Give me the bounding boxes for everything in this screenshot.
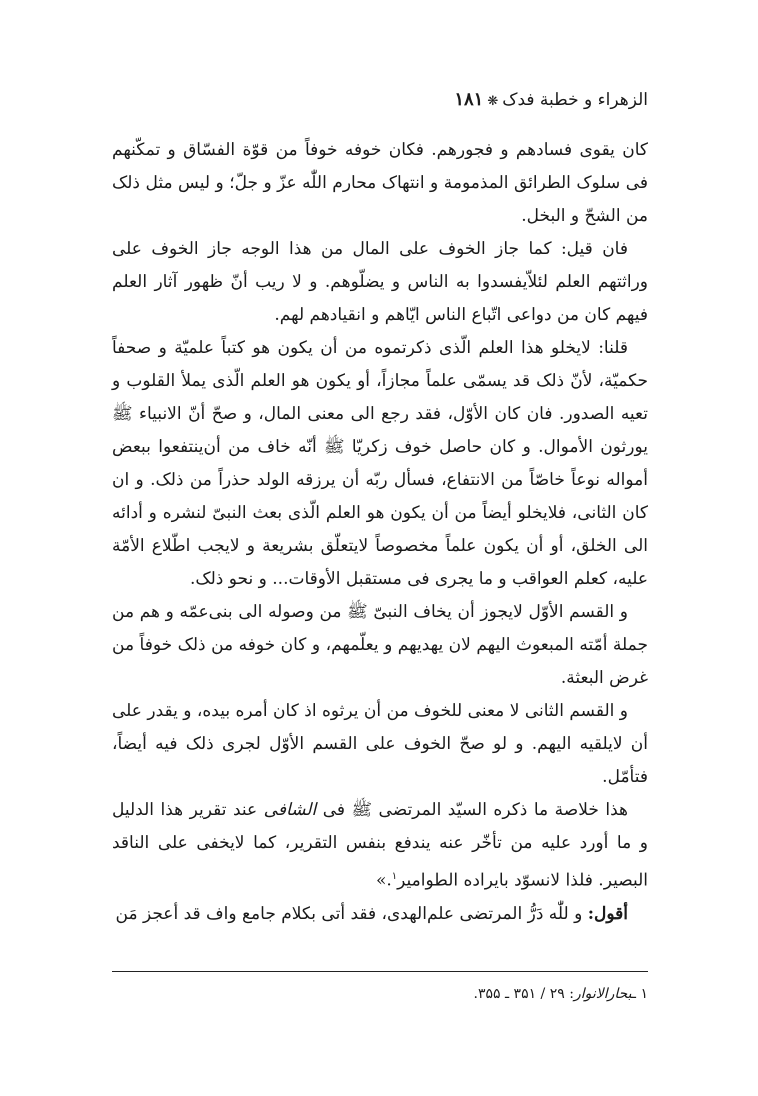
paragraph: قلنا: لایخلو هذا العلم الّذی ذکرتموه من أن یکون هو کتباً علمیّة و صحفاً حکمیّة، لأنّ ذلک قد یسمّی علماً مجازاً، أو یکون هو العلم الّذی یملأ القلوب و تعیه الصدور. فان کان الأوّل، فقد رجع الی معنی المال، و صحّ أنّ الانبیاء ﷺ یورثون الأموال. و کان حاصل خوف زکریّا ﷺ أنّه خاف من أن‌ینتفعوا ببعض أمواله نوعاً خاصّاً من الانتفاع، فسأل ربّه أن یرزقه الولد حذراً من ذلک. و ان کان الثانی، فلایخلو أیضاً من أن یکون هو العلم الّذی بعث النبیّ لنشره و أدائه الی الخلق، أو أن یکون علماً مخصوصاً لایتعلّق بشریعة و لایجب اطّلاع الأمّة علیه، کعلم العواقب و ما یجری فی مستقبل الأوقات... و نحو ذلک. [112, 338, 648, 589]
paragraph: فان قیل: کما جاز الخوف علی المال من هذا الوجه جاز الخوف علی وراثتهم العلم لئلاّیفسدوا به الناس و یضلّوهم. و لا ریب أنّ ظهور آثار العلم فیهم کان من دواعی اتّباع الناس ایّاهم و انقیادهم لهم. [112, 239, 648, 325]
summary-closing: .» [375, 870, 392, 891]
summary-paragraph [112, 794, 648, 898]
summary-text-before: هذا خلاصة ما ذکره السیّد المرتضی ﷺ فی [316, 800, 628, 820]
paragraph: کان یقوی فسادهم و فجورهم. فکان خوفه خوفاً من قوّة الفسّاق و تمکّنهم فی سلوک الطرائق المذمومة و انتهاک محارم اللّٰه عزّ و جلّ؛ و لیس مثل ذلک من الشحّ و البخل. [112, 140, 648, 226]
footnote-source: بحارالانوار [573, 986, 632, 1002]
footnote-number: ۱ ـ [631, 986, 648, 1002]
footnote-reference: : ۲۹ / ۳۵۱ ـ ۳۵۵. [473, 986, 574, 1002]
book-title: الشافی [263, 800, 317, 820]
lead-word: أقول: [587, 903, 628, 924]
last-paragraph-text: و للّٰه دَرُّ المرتضی علم‌الهدی، فقد أتی بکلام جامع واف قد أعجز مَن [115, 903, 588, 924]
summary-text-after: عند تقریر هذا الدلیل و ما أورد علیه من تأخّر عنه یندفع بنفس التقریر، کما لایخفی علی الناقد البصیر. فلذا لانسوّد بایراده الطوامیر [112, 800, 648, 891]
footnote-divider [112, 971, 648, 972]
running-head [112, 88, 648, 114]
body-text [112, 134, 648, 931]
footnote-marker[interactable]: ۱ [391, 871, 398, 882]
running-title: الزهراء و خطبة فدک [502, 90, 648, 110]
paragraph: و القسم الثانی لا معنی للخوف من أن یرثوه اذ کان أمره بیده، و یقدر علی أن لایلقیه الیهم. و لو صحّ الخوف علی القسم الأوّل لجری ذلک فیه أیضاً، فتأمّل. [112, 701, 648, 787]
footnote [112, 984, 648, 1004]
last-paragraph [112, 898, 648, 931]
ornament-icon: ❋ [487, 94, 499, 109]
page-number: ۱۸۱ [454, 89, 484, 110]
page [112, 88, 648, 931]
paragraph: و القسم الأوّل لایجوز أن یخاف النبیّ ﷺ من وصوله الی بنی‌عمّه و هم من جملة أمّته المبعوث الیهم لان یهدیهم و یعلّمهم، و کان خوفه من ذلک خوفاً من غرض البعثة. [112, 602, 648, 688]
